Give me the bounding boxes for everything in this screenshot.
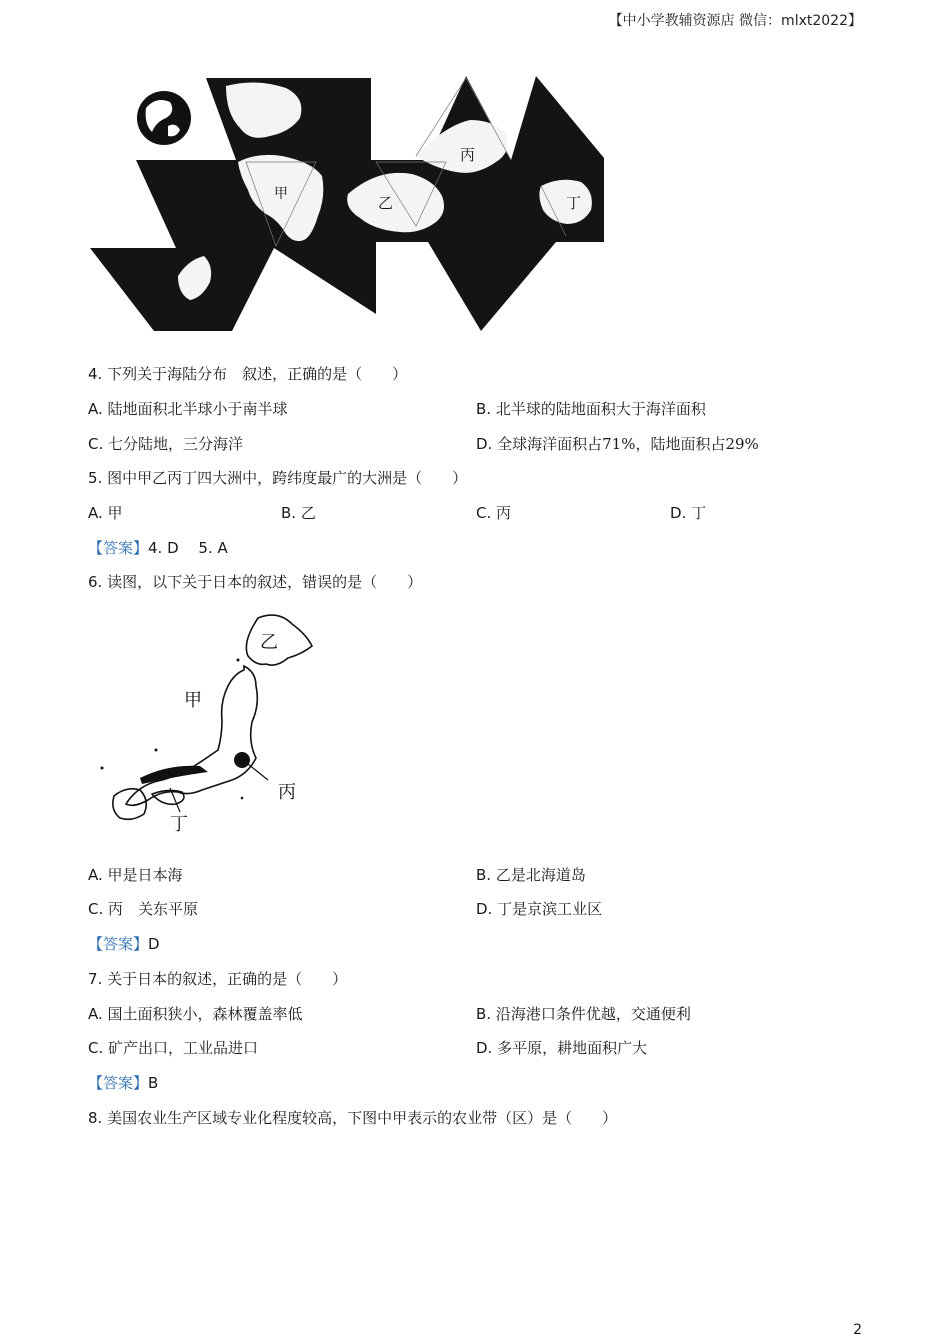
q4-option-c[interactable]: C. 七分陆地，三分海洋: [88, 435, 244, 453]
question-4: 4. 下列关于海陆分布 叙述，正确的是（ ）: [88, 365, 408, 383]
answer-7: 【答案】B: [88, 1074, 159, 1092]
q6-option-b[interactable]: B. 乙是北海道岛: [476, 866, 586, 884]
map2-label-丁: 丁: [170, 814, 188, 835]
q4-option-b[interactable]: B. 北半球的陆地面积大于海洋面积: [476, 400, 706, 418]
q5-option-d[interactable]: D. 丁: [670, 504, 707, 522]
map2-label-丙: 丙: [278, 782, 296, 803]
answer-4-5: 【答案】4. D 5. A: [88, 539, 228, 557]
map1-label-甲: 甲: [274, 186, 288, 202]
answer-6: 【答案】D: [88, 935, 160, 953]
map2-label-乙: 乙: [260, 632, 278, 653]
q7-option-c[interactable]: C. 矿产出口，工业品进口: [88, 1039, 259, 1057]
map1-label-乙: 乙: [378, 194, 394, 212]
question-6: 6. 读图，以下关于日本的叙述，错误的是（ ）: [88, 573, 423, 591]
kanto-marker: [234, 752, 250, 768]
world-map-figure: [86, 76, 606, 332]
q6-option-c[interactable]: C. 丙 关东平原: [88, 900, 199, 918]
q4-option-d[interactable]: D. 全球海洋面积占71%，陆地面积占29%: [476, 435, 759, 453]
q7-option-d[interactable]: D. 多平原，耕地面积广大: [476, 1039, 648, 1057]
q6-option-a[interactable]: A. 甲是日本海: [88, 866, 183, 884]
q4-option-a[interactable]: A. 陆地面积北半球小于南半球: [88, 400, 288, 418]
map1-label-丙: 丙: [460, 146, 476, 164]
q7-option-a[interactable]: A. 国土面积狭小，森林覆盖率低: [88, 1005, 303, 1023]
question-7: 7. 关于日本的叙述，正确的是（ ）: [88, 970, 348, 988]
q7-option-b[interactable]: B. 沿海港口条件优越，交通便利: [476, 1005, 691, 1023]
honshu-outline: [126, 666, 257, 805]
q5-option-b[interactable]: B. 乙: [281, 504, 316, 522]
page-header: 【中小学教辅资源店 微信：mlxt2022】: [608, 13, 862, 29]
japan-map-figure: [92, 608, 322, 836]
question-5: 5. 图中甲乙丙丁四大洲中，跨纬度最广的大洲是（ ）: [88, 469, 468, 487]
hokkaido-outline: [246, 615, 312, 665]
q5-option-c[interactable]: C. 丙: [476, 504, 512, 522]
page-number: 2: [853, 1322, 862, 1338]
question-8: 8. 美国农业生产区域专业化程度较高，下图中甲表示的农业带（区）是（ ）: [88, 1109, 618, 1127]
map1-label-丁: 丁: [566, 194, 582, 212]
q5-option-a[interactable]: A. 甲: [88, 504, 123, 522]
map2-label-甲: 甲: [184, 690, 202, 711]
industrial-belt: [140, 766, 208, 784]
q6-option-d[interactable]: D. 丁是京滨工业区: [476, 900, 603, 918]
